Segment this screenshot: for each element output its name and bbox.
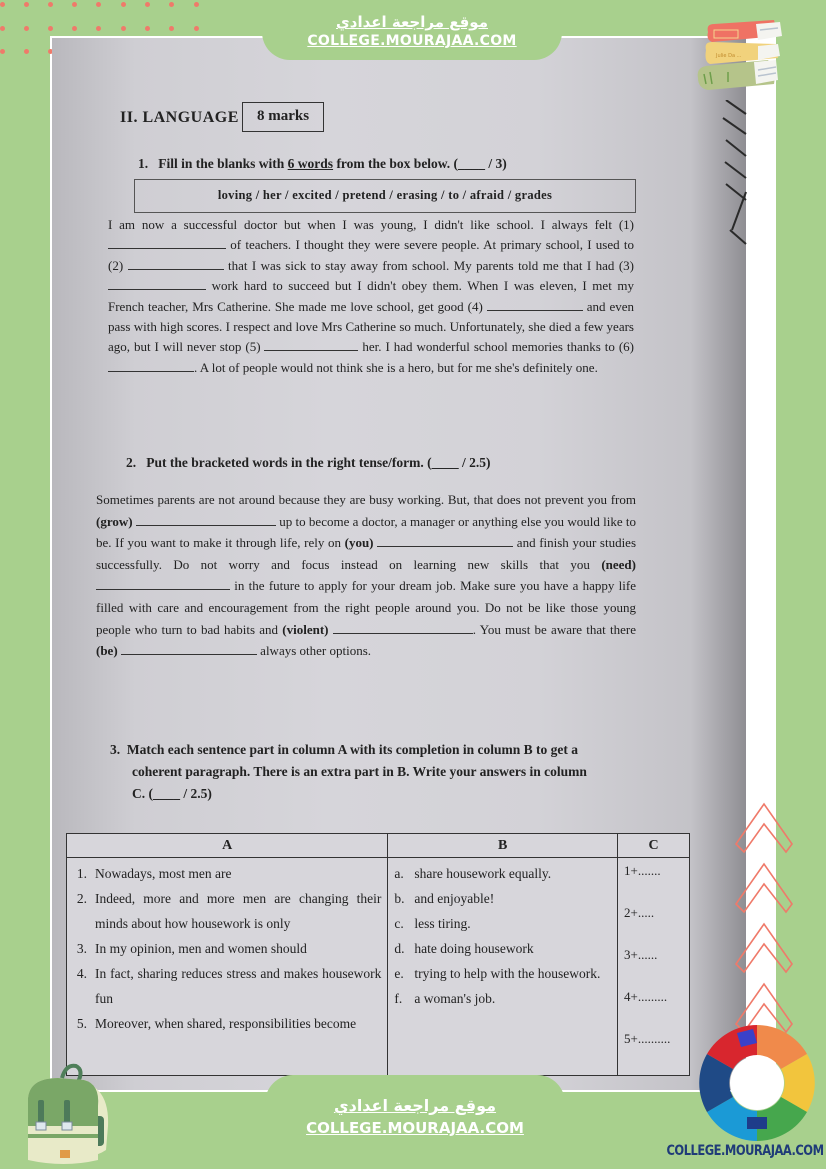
item-text: trying to help with the housework. <box>414 966 601 981</box>
q2-number: 2. <box>126 455 137 470</box>
q1-text: and even pass with high scores. I respect and love Mrs Catherine so much. Unfortunately, she died a few years ago, but I will never stop <box>108 298 635 355</box>
q1-blank-2[interactable] <box>128 258 224 270</box>
q2-instruction-text: Put the bracketed words in the right tense/form. (____ / 2.5) <box>146 455 491 470</box>
column-a-item <box>73 861 381 886</box>
backpack-icon <box>14 1056 110 1169</box>
decorative-dot <box>145 2 150 7</box>
q1-instruction <box>138 156 507 172</box>
column-a-item <box>73 961 381 1011</box>
item-number: 2. <box>76 891 87 906</box>
decorative-dot <box>96 2 101 7</box>
column-b-header: B <box>388 834 618 858</box>
decorative-dot <box>0 2 5 7</box>
q2-paragraph <box>96 489 636 662</box>
column-a-item <box>73 936 381 961</box>
item-text: a woman's job. <box>414 991 496 1006</box>
site-logo-text[interactable]: COLLEGE.MOURAJAA.COM <box>666 1141 824 1159</box>
column-b-item <box>394 861 611 886</box>
books-stack-icon <box>694 10 784 96</box>
q3-instruction <box>110 739 646 805</box>
item-text: hate doing housework <box>414 941 534 956</box>
item-text: Nowadays, most men are <box>95 866 232 881</box>
exam-page <box>52 38 746 1090</box>
column-b-item <box>394 961 611 986</box>
q2-instruction <box>126 455 490 471</box>
q1-text: work hard to succeed but I didn't obey them. When I was eleven, I met my French teacher, Mrs Catherine. She made me love school, get good <box>108 278 635 314</box>
decorative-dot <box>72 2 77 7</box>
q1-blank-label: (5) <box>245 339 261 355</box>
pen-scribble-marks <box>718 100 758 250</box>
q1-blank-3[interactable] <box>108 278 206 290</box>
answer-slot-4[interactable]: 4+......... <box>624 989 668 1004</box>
decorative-dot <box>48 26 53 31</box>
item-text: less tiring. <box>414 916 471 931</box>
decorative-dot <box>0 49 5 54</box>
answer-slot-3[interactable]: 3+...... <box>624 947 658 962</box>
column-c-cell <box>618 858 690 1076</box>
decorative-dot <box>121 2 126 7</box>
svg-text:Julie Da ...: Julie Da ... <box>716 53 742 59</box>
q2-text: in the future to apply for your dream job. Make sure you have a happy life filled with care and encouragement from the right people around you. Do not be like those young people who turn to bad habits and <box>96 578 636 637</box>
decorative-dot <box>194 26 199 31</box>
column-a-item <box>73 1011 381 1036</box>
q3-instruction-line3: C. (____ / 2.5) <box>132 786 212 801</box>
q1-paragraph <box>108 215 634 378</box>
decorative-dot <box>96 26 101 31</box>
item-number: 5. <box>76 1016 87 1031</box>
q2-verb-violent: (violent) <box>282 621 329 637</box>
matching-table <box>66 833 690 1076</box>
q1-blank-label: (2) <box>108 257 124 273</box>
exam-page-photo <box>52 38 746 1090</box>
column-a-item <box>73 886 381 936</box>
q2-verb-you: (you) <box>344 535 374 551</box>
item-text: Indeed, more and more men are changing their minds about how housework is only <box>95 891 382 931</box>
section-marks-box: 8 marks <box>242 102 324 132</box>
watermark-banner-top[interactable] <box>262 0 562 60</box>
item-letter: f. <box>394 991 403 1006</box>
q1-text: . A lot of people would not think she is a hero, but for me she's definitely one. <box>194 359 598 375</box>
q1-blank-5[interactable] <box>264 339 358 351</box>
decorative-dot <box>24 26 29 31</box>
q1-instruction-underlined: 6 words <box>287 156 334 171</box>
item-number: 1. <box>76 866 87 881</box>
q3-instruction-line1: Match each sentence part in column A with its completion in column B to get a <box>126 742 578 757</box>
decorative-dot <box>48 2 53 7</box>
q1-blank-label: (1) <box>618 217 635 232</box>
decorative-dot <box>24 2 29 7</box>
q1-blank-label: (6) <box>618 339 634 355</box>
watermark-arabic[interactable]: موقع مراجعة اعدادي <box>336 13 488 31</box>
q2-text: always other options. <box>260 643 372 659</box>
column-c-header: C <box>618 834 690 858</box>
item-text: Moreover, when shared, responsibilities become <box>95 1016 357 1031</box>
column-b-item <box>394 886 611 911</box>
watermark-arabic[interactable]: موقع مراجعة اعدادي <box>333 1096 497 1115</box>
q2-blank-1[interactable] <box>136 514 276 526</box>
site-logo-wheel-icon <box>696 1022 818 1144</box>
column-b-item <box>394 936 611 961</box>
q2-blank-2[interactable] <box>377 535 513 547</box>
column-b-cell <box>388 858 618 1076</box>
watermark-url[interactable]: COLLEGE.MOURAJAA.COM <box>306 1119 524 1137</box>
item-letter: a. <box>394 866 404 881</box>
q1-word-box: loving / her / excited / pretend / erasing / to / afraid / grades <box>134 179 636 213</box>
item-letter: e. <box>394 966 404 981</box>
item-text: share housework equally. <box>414 866 552 881</box>
chevron-up-decoration-icon <box>734 790 794 1040</box>
q3-instruction-line2: coherent paragraph. There is an extra part in B. Write your answers in column <box>132 764 587 779</box>
decorative-dot <box>24 49 29 54</box>
item-letter: b. <box>394 891 405 906</box>
answer-slot-5[interactable]: 5+.......... <box>624 1031 671 1046</box>
decorative-dot <box>72 26 77 31</box>
item-text: and enjoyable! <box>414 891 495 906</box>
frame-left <box>0 0 50 1169</box>
column-a-header: A <box>67 834 388 858</box>
q1-number: 1. <box>138 156 149 171</box>
item-text: In my opinion, men and women should <box>95 941 307 956</box>
item-letter: c. <box>394 916 404 931</box>
item-number: 4. <box>76 966 87 981</box>
q1-blank-6[interactable] <box>108 360 194 372</box>
decorative-dot <box>121 26 126 31</box>
answer-slot-2[interactable]: 2+..... <box>624 905 655 920</box>
q1-text: that I was sick to stay away from school. My parents told me that I had <box>228 257 615 273</box>
q2-text: . You must be aware that there <box>472 621 637 637</box>
q1-blank-label: (3) <box>618 257 635 273</box>
q2-verb-need: (need) <box>601 556 636 572</box>
q1-text: I am now a successful doctor but when I was young, I didn't like school. I always felt <box>108 217 612 232</box>
answer-slot-1[interactable]: 1+....... <box>624 863 661 878</box>
column-b-item <box>394 911 611 936</box>
q1-instruction-pre: Fill in the blanks with <box>158 156 288 171</box>
q1-blank-label: (4) <box>467 298 483 314</box>
watermark-url[interactable]: COLLEGE.MOURAJAA.COM <box>307 33 517 49</box>
q2-verb-be: (be) <box>96 643 118 659</box>
watermark-banner-bottom[interactable] <box>265 1075 565 1169</box>
item-text: In fact, sharing reduces stress and makes housework fun <box>95 966 382 1006</box>
decorative-dot <box>169 26 174 31</box>
column-a-cell <box>67 858 388 1076</box>
q1-text: her. I had wonderful school memories thanks to <box>362 339 615 355</box>
q1-blank-1[interactable] <box>108 237 226 249</box>
q2-text: up to become a doctor, a manager or anything else you would like to be. If you want to make it through life, rely on <box>96 513 637 551</box>
q1-blank-4[interactable] <box>487 299 583 311</box>
q2-blank-3[interactable] <box>96 578 230 590</box>
decorative-dot <box>0 26 5 31</box>
column-b-item <box>394 986 611 1011</box>
q2-blank-4[interactable] <box>333 622 473 634</box>
q2-blank-5[interactable] <box>121 643 257 655</box>
item-number: 3. <box>76 941 87 956</box>
q2-text: Sometimes parents are not around because they are busy working. But, that does not prevent you from <box>96 492 636 507</box>
section-title: II. LANGUAGE <box>120 109 239 126</box>
q2-verb-grow: (grow) <box>96 513 133 529</box>
q3-number: 3. <box>110 742 121 757</box>
item-letter: d. <box>394 941 405 956</box>
q2-text: and finish your studies successfully. Do not worry and focus instead on learning new skills that you <box>96 535 637 572</box>
q1-instruction-post: from the box below. (____ / 3) <box>333 156 507 171</box>
decorative-dot <box>194 2 199 7</box>
decorative-dot <box>169 2 174 7</box>
decorative-dot <box>145 26 150 31</box>
q1-text: of teachers. I thought they were severe people. At primary school, I used to <box>230 237 634 253</box>
